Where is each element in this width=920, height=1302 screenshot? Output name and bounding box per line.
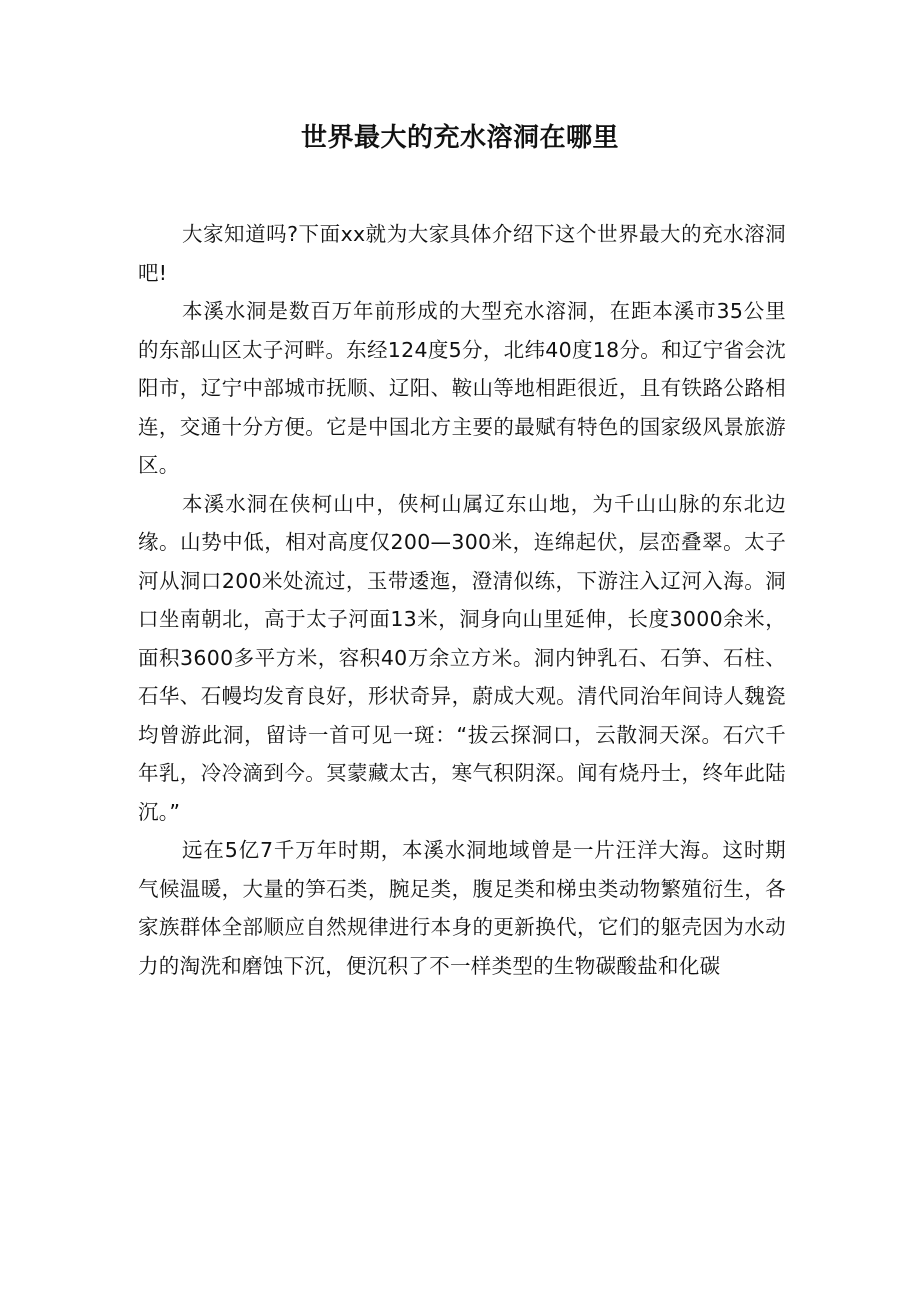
paragraph-intro: 大家知道吗?下面xx就为大家具体介绍下这个世界最大的充水溶洞吧! bbox=[138, 222, 786, 285]
paragraph-location: 本溪水洞是数百万年前形成的大型充水溶洞，在距本溪市35公里的东部山区太子河畔。东经124度5分，北纬40度18分。和辽宁省会沈阳市，辽宁中部城市抚顺、辽阳、鞍山等地相距很近，且有铁路公路相连，交通十分方便。它是中国北方主要的最赋有特色的国家级风景旅游区。 bbox=[138, 299, 786, 477]
document-body bbox=[138, 215, 786, 985]
paragraph-geology: 远在5亿7千万年时期，本溪水洞地域曾是一片汪洋大海。这时期气候温暖，大量的笋石类，腕足类，腹足类和梯虫类动物繁殖衍生，各家族群体全部顺应自然规律进行本身的更新换代，它们的躯壳因为水动力的淘洗和磨蚀下沉，便沉积了不一样类型的生物碳酸盐和化碳 bbox=[138, 838, 786, 978]
paragraph-description: 本溪水洞在侠柯山中，侠柯山属辽东山地，为千山山脉的东北边缘。山势中低，相对高度仅200—300米，连绵起伏，层峦叠翠。太子河从洞口200米处流过，玉带逶迤，澄清似练，下游注入辽河入海。洞口坐南朝北，高于太子河面13米，洞身向山里延伸，长度3000余米，面积3600多平方米，容积40万余立方米。洞内钟乳石、石笋、石柱、石华、石幔均发育良好，形状奇异，蔚成大观。清代同治年间诗人魏瓷均曾游此洞，留诗一首可见一斑：“拔云探洞口，云散洞天深。石穴千年乳，冷冷滴到今。冥蒙藏太古，寒气积阴深。闻有烧丹士，终年此陆沉。” bbox=[138, 491, 786, 824]
document-title: 世界最大的充水溶洞在哪里 bbox=[300, 123, 619, 153]
